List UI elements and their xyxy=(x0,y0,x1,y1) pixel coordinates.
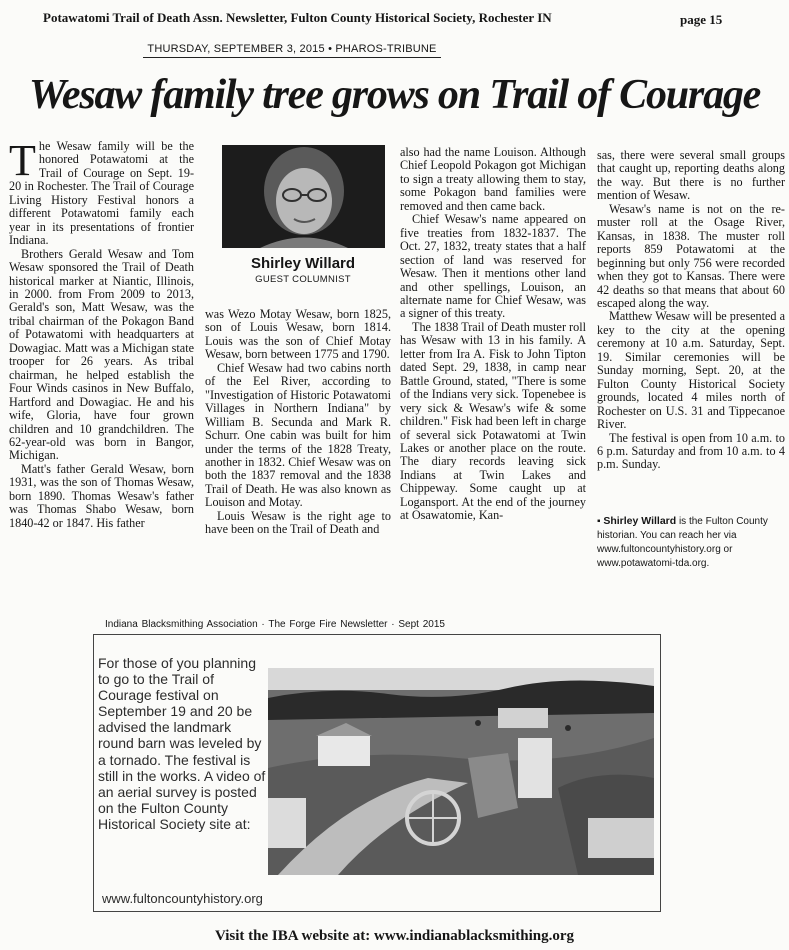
paragraph: was Wezo Motay Wesaw, born 1825, son of Louis Wesaw, born 1814. Louis was the son of Chief Motay Wesaw, born between 1775 and 1790. xyxy=(205,307,391,362)
paragraph: Chief Wesaw's name appeared on five treaties from 1832-1837. The Oct. 27, 1832, treaty states that a half section of land was reserved for Wesaw. Then it mentions other land and other spellings, Louison, an alternate name for Chief Wesaw, was a signer of this treaty. xyxy=(400,212,586,321)
aerial-photo xyxy=(268,668,654,875)
bio-text: is the Fulton County historian. You can reach her via www.fultoncountyhistory.org or www.potawatomi-tda.org. xyxy=(597,516,768,569)
paragraph: Brothers Gerald Wesaw and Tom Wesaw sponsored the Trail of Death historical marker at Niantic, Illinois, in 2000. from From 2009 to 2013, Gerald's son, Matt Wesaw, was the tribal chairman of the Pokagon Band of Potawatomi with headquarters at Dowagiac. Matt was a Michigan state trooper for 26 years. As tribal chairman, he helped establish the Four Winds casinos in New Buffalo, Hartford and Dowagiac. He and his wife, Gloria, have four grown children and 10 grandchildren. The 62-year-old was born in Bangor, Michigan. xyxy=(9,246,194,463)
article-column-3 xyxy=(400,146,586,523)
paragraph: he Wesaw family will be the honored Potawatomi at the Trail of Courage on Sept. 19-20 in Rochester. The Trail of Courage Living History Festival honors a different Potawatomi family each year in its presentations of frontier Indiana. xyxy=(9,139,194,248)
newsletter-header: Potawatomi Trail of Death Assn. Newsletter, Fulton County Historical Society, Rochester IN xyxy=(43,10,552,25)
paragraph: Wesaw's name is not on the re-muster roll at the Osage River, Kansas, in 1838. The muster roll reports 859 Potawatomi at the beginning but only 756 were recorded when they got to Kansas. There were 42 deaths so that means that about 60 escaped along the way. xyxy=(597,201,785,310)
author-name: Shirley Willard xyxy=(250,255,356,272)
footer-iba-website: Visit the IBA website at: www.indianablacksmithing.org xyxy=(214,928,575,944)
author-portrait-image xyxy=(222,145,385,248)
bio-name: Shirley Willard xyxy=(603,515,677,527)
article-column-2 xyxy=(205,308,391,537)
paragraph: The 1838 Trail of Death muster roll has Wesaw with 13 in his family. A letter from Ira A. Fisk to John Tipton dated Sept. 29, 1838, in camp near Battle Ground, stated, "There is some of the Indians very sick. Topenebee is very sick & Wesaw's wife & some children." Fisk had been left in charge of several sick Potawatomi at Twin Lakes or another place on the route. The diary records leaving sick Indians at Twin Lakes and Chippeway. Some caught up at Logansport. At the end of the journey at Osawatomie, Kan- xyxy=(400,319,586,523)
paragraph: Matthew Wesaw will be presented a key to the city at the opening ceremony at 10 a.m. Saturday, Sept. 19. Similar ceremonies will be Sunday morning, Sept. 20, at the Fulton County Historical Society grounds, located 4 miles north of Rochester on U.S. 31 and Tippecanoe River. xyxy=(597,309,785,432)
aerial-farm-image xyxy=(268,668,654,875)
author-byline xyxy=(205,255,401,285)
article-column-1 xyxy=(9,136,194,530)
dateline: THURSDAY, SEPTEMBER 3, 2015 • PHAROS-TRIBUNE xyxy=(143,43,441,58)
paragraph: also had the name Louison. Although Chief Leopold Pokagon got Michigan to sign a treaty allowing them to stay, some Pokagon band families were removed and then came back. xyxy=(400,145,586,213)
iba-notice-text: For those of you planning to go to the Trail of Courage festival on September 19 and 20 be advised the landmark round barn was leveled by a tornado. The festival is still in the works. A video of an aerial survey is posted on the Fulton County Historical Society site at: xyxy=(98,655,266,832)
iba-source-line: Indiana Blacksmithing Association · The Forge Fire Newsletter · Sept 2015 xyxy=(105,619,445,630)
paragraph: The festival is open from 10 a.m. to 6 p.m. Saturday and from 10 a.m. to 4 p.m. Sunday. xyxy=(597,430,785,472)
paragraph: sas, there were several small groups that caught up, reporting deaths along the way. But there is no further mention of Wesaw. xyxy=(597,148,785,203)
headline: Wesaw family tree grows on Trail of Courage xyxy=(28,72,761,118)
paragraph: Louis Wesaw is the right age to have been on the Trail of Death and xyxy=(205,508,391,537)
page-number: page 15 xyxy=(680,12,723,27)
author-bio: ▪ Shirley Willard is the Fulton County historian. You can reach her via www.fultoncountyhistory.org or www.potawatomi-tda.org. xyxy=(597,515,768,569)
author-role: GUEST COLUMNIST xyxy=(255,274,351,285)
paragraph: Chief Wesaw had two cabins north of the Eel River, according to "Investigation of Historic Potawatomi Villages in Northern Indiana" by William B. Secunda and Mark R. Schurr. One cabin was built for him under the terms of the 1828 Treaty, another in 1832. Chief Wesaw was on both the 1837 removal and the 1838 Trail of Death. He was also known as Louison and Motay. xyxy=(205,360,391,510)
paragraph: Matt's father Gerald Wesaw, born 1931, was the son of Thomas Wesaw, born 1890. Thomas Wesaw's father was Thomas Shabo Wesaw, born 1840-42 or 1847. His father xyxy=(9,461,194,530)
iba-website-link[interactable]: www.fultoncountyhistory.org xyxy=(102,891,263,906)
article-column-4 xyxy=(597,149,785,472)
author-photo xyxy=(222,145,385,248)
drop-cap: T xyxy=(9,136,36,185)
